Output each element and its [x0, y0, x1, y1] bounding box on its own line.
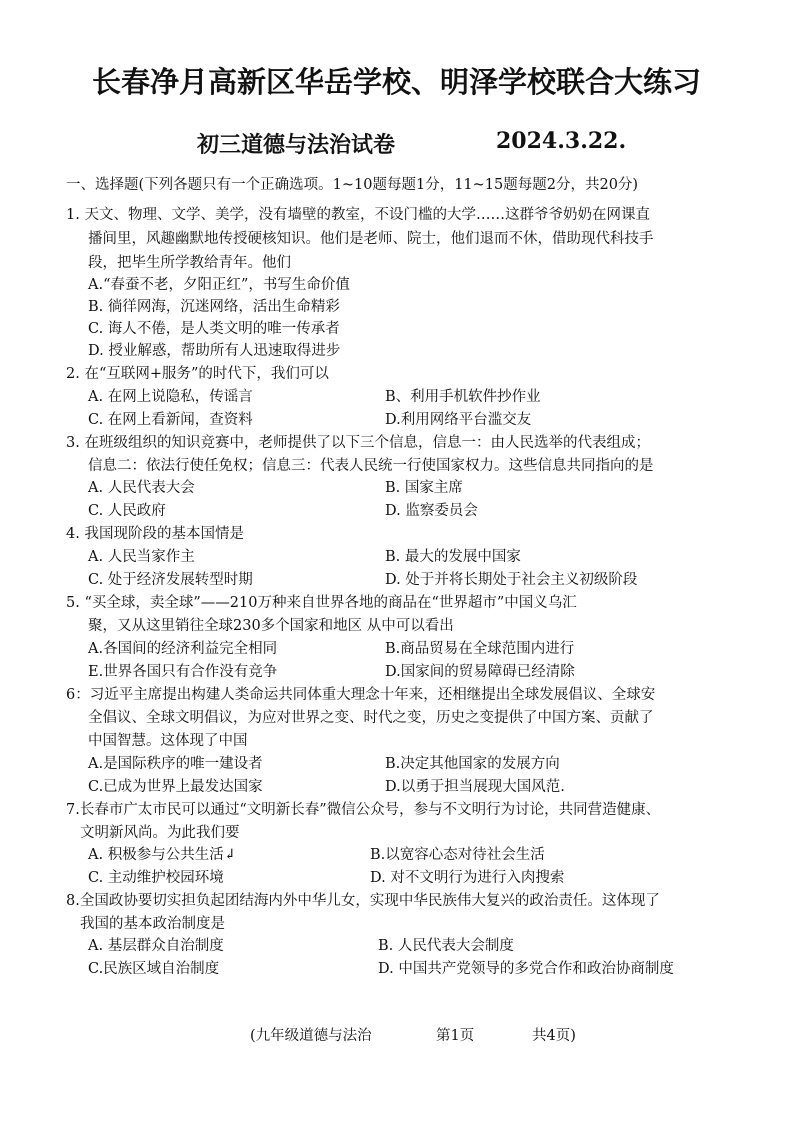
footer-page-number: 第1页 — [436, 1028, 475, 1044]
q7-option-b: B.以宽容心态对待社会生活 — [370, 847, 545, 863]
q4-stem: 4. 我国现阶段的基本国情是 — [66, 526, 244, 542]
q5-option-c: E.世界各国只有合作没有竞争 — [88, 664, 278, 680]
q5-option-a: A.各国间的经济利益完全相同 — [88, 641, 278, 657]
q1-stem-line-1: 1. 天文、物理、文学、美学，没有墙壁的教室，不设门槛的大学……这群爷爷奶奶在网课直 — [66, 207, 650, 223]
q1-stem-line-3: 段，把毕生所学教给青年。他们 — [88, 255, 291, 271]
q3-option-b: B. 国家主席 — [385, 480, 463, 496]
q1-option-c: C. 诲人不倦，是人类文明的唯一传承者 — [88, 321, 340, 337]
q6-stem-line-1: 6：习近平主席提出构建人类命运共同体重大理念十年来，还相继提出全球发展倡议、全球安 — [66, 687, 656, 703]
q8-option-d: D. 中国共产党领导的多党合作和政治协商制度 — [378, 961, 674, 977]
footer-page-total: 共4页) — [532, 1028, 576, 1044]
q8-stem-line-2: 我国的基本政治制度是 — [80, 916, 225, 932]
q2-option-a: A. 在网上说隐私，传谣言 — [88, 389, 253, 405]
q4-option-a: A. 人民当家作主 — [88, 549, 195, 565]
q5-option-d: D.国家间的贸易障碍已经清除 — [385, 664, 575, 680]
q2-stem: 2. 在“互联网+服务”的时代下，我们可以 — [66, 366, 329, 382]
school-title: 长春净月高新区华岳学校、明泽学校联合大练习 — [91, 65, 701, 99]
q3-option-d: D. 监察委员会 — [385, 503, 478, 519]
q3-option-a: A. 人民代表大会 — [88, 480, 195, 496]
q4-option-b: B. 最大的发展中国家 — [385, 549, 521, 565]
q7-stem-line-1: 7.长春市广太市民可以通过“文明新长春”微信公众号，参与不文明行为讨论，共同营造健康、 — [66, 802, 661, 818]
q3-option-c: C. 人民政府 — [88, 503, 166, 519]
q6-stem-line-2: 全倡议、全球文明倡议，为应对世界之变、时代之变，历史之变提供了中国方案、贡献了 — [88, 710, 654, 726]
q3-stem-line-2: 信息二：依法行使任免权；信息三：代表人民统一行使国家权力。这些信息共同指向的是 — [88, 458, 654, 474]
q3-stem-line-1: 3. 在班级组织的知识竞赛中，老师提供了以下三个信息，信息一：由人民选举的代表组成； — [66, 435, 650, 451]
q8-option-b: B. 人民代表大会制度 — [378, 938, 514, 954]
q1-option-d: D. 授业解惑，帮助所有人迅速取得进步 — [88, 343, 341, 359]
q5-option-b: B.商品贸易在全球范围内进行 — [385, 641, 575, 657]
q7-option-c: C. 主动维护校园环境 — [88, 870, 224, 886]
q2-option-d: D.利用网络平台滥交友 — [385, 412, 532, 428]
q7-stem-line-2: 文明新风尚。为此我们要 — [80, 825, 240, 841]
q6-option-b: B.决定其他国家的发展方向 — [385, 756, 560, 772]
q6-stem-line-3: 中国智慧。这体现了中国 — [88, 733, 248, 749]
q5-stem-line-2: 聚，又从这里销往全球230多个国家和地区 从中可以看出 — [88, 618, 454, 634]
q1-option-b: B. 徜徉网海，沉迷网络，活出生命精彩 — [88, 299, 340, 315]
q7-option-a: A. 积极参与公共生活↲ — [88, 847, 236, 863]
q7-option-d: D. 对不文明行为进行入肉搜索 — [370, 870, 565, 886]
q1-option-a: A.“春蚕不老，夕阳正红”，书写生命价值 — [88, 277, 350, 293]
q6-option-a: A.是国际秩序的唯一建设者 — [88, 756, 263, 772]
q6-option-c: C.已成为世界上最发达国家 — [88, 779, 263, 795]
q8-stem-line-1: 8.全国政协要切实担负起团结海内外中华儿女，实现中华民族伟大复兴的政治责任。这体现了 — [66, 893, 660, 909]
q2-option-c: C. 在网上看新闻，查资料 — [88, 412, 253, 428]
exam-title: 初三道德与法治试卷 — [197, 133, 396, 158]
q1-stem-line-2: 播间里，风趣幽默地传授硬核知识。他们是老师、院士，他们退而不休，借助现代科技手 — [88, 231, 654, 247]
q8-option-a: A. 基层群众自治制度 — [88, 938, 224, 954]
q5-stem-line-1: 5. “买全球，卖全球”——210万种来自世界各地的商品在“世界超市”中国义乌汇 — [66, 595, 577, 611]
q4-option-c: C. 处于经济发展转型时期 — [88, 572, 253, 588]
exam-date: 2024.3.22. — [496, 128, 627, 154]
footer-subject: (九年级道德与法治 — [250, 1028, 372, 1044]
q6-option-d: D.以勇于担当展现大国风范. — [385, 779, 565, 795]
section-heading: 一、选择题(下列各题只有一个正确选项。1~10题每题1分，11~15题每题2分，共20分) — [66, 177, 639, 193]
q8-option-c: C.民族区域自治制度 — [88, 961, 220, 977]
q2-option-b: B、利用手机软件抄作业 — [385, 389, 541, 405]
q4-option-d: D. 处于并将长期处于社会主义初级阶段 — [385, 572, 638, 588]
